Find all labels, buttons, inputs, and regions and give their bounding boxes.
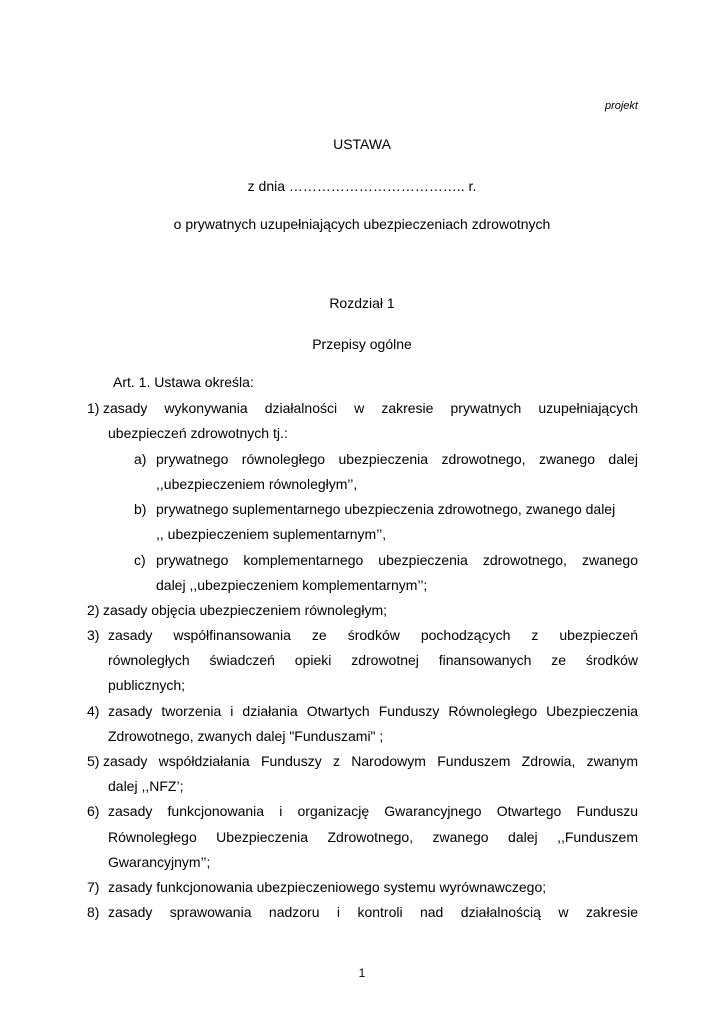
chapter-number: Rozdział 1 bbox=[329, 295, 395, 311]
subitem-letter: b) bbox=[134, 501, 147, 517]
subitem-letter: a) bbox=[134, 451, 147, 467]
item-text-line: zasady współdziałania Funduszy z Narodowym Funduszem Zdrowia, zwanym bbox=[103, 753, 638, 769]
item-number: 8) bbox=[87, 904, 100, 920]
item-text-line: publicznych; bbox=[108, 677, 186, 693]
subitem-text-line: prywatnego suplementarnego ubezpieczenia zdrowotnego, zwanego dalej bbox=[156, 501, 616, 517]
item-text-line: zasady wykonywania działalności w zakresie prywatnych uzupełniających bbox=[103, 400, 638, 416]
subitem-text-line: dalej ,,ubezpieczeniem komplementarnym’’; bbox=[156, 577, 428, 593]
item-text-line: równoległych świadczeń opieki zdrowotnej finansowanych ze środków bbox=[108, 652, 638, 668]
draft-label: projekt bbox=[604, 100, 638, 112]
subitem-text-line: ,,ubezpieczeniem równoległym’’, bbox=[156, 476, 358, 492]
item-number: 1) bbox=[87, 400, 100, 416]
date-line: z dnia ……………………………….. r. bbox=[247, 178, 477, 194]
item-number: 7) bbox=[87, 879, 100, 895]
item-number: 6) bbox=[87, 803, 100, 819]
item-text-line: Gwarancyjnym’’; bbox=[108, 854, 211, 870]
document-subject: o prywatnych uzupełniających ubezpieczeniach zdrowotnych bbox=[173, 216, 551, 232]
page-number: 1 bbox=[358, 966, 366, 980]
item-text-line: Równoległego Ubezpieczenia Zdrowotnego, zwanego dalej ,,Funduszem bbox=[108, 829, 638, 845]
item-text-line: ubezpieczeń zdrowotnych tj.: bbox=[108, 425, 288, 441]
subitem-text-line: prywatnego komplementarnego ubezpieczenia zdrowotnego, zwanego bbox=[156, 552, 638, 568]
item-number: 4) bbox=[87, 703, 100, 719]
item-text-line: Zdrowotnego, zwanych dalej "Funduszami" ; bbox=[108, 728, 384, 744]
item-text-line: zasady funkcjonowania i organizację Gwarancyjnego Otwartego Funduszu bbox=[108, 803, 638, 819]
subitem-text-line: ,, ubezpieczeniem suplementarnym’’, bbox=[156, 526, 387, 542]
article-intro: Art. 1. Ustawa określa: bbox=[113, 374, 254, 390]
item-number: 5) bbox=[87, 753, 100, 769]
item-text-line: zasady objęcia ubezpieczeniem równoległym; bbox=[103, 602, 388, 618]
item-text-line: zasady tworzenia i działania Otwartych Funduszy Równoległego Ubezpieczenia bbox=[108, 703, 638, 719]
subitem-text-line: prywatnego równoległego ubezpieczenia zdrowotnego, zwanego dalej bbox=[156, 451, 638, 467]
item-text-line: zasady funkcjonowania ubezpieczeniowego systemu wyrównawczego; bbox=[108, 879, 547, 895]
item-text-line: zasady sprawowania nadzoru i kontroli nad działalnością w zakresie bbox=[108, 904, 638, 920]
item-text-line: zasady współfinansowania ze środków pochodzących z ubezpieczeń bbox=[108, 627, 638, 643]
item-number: 2) bbox=[87, 602, 100, 618]
document-title: USTAWA bbox=[333, 136, 391, 152]
chapter-title: Przepisy ogólne bbox=[312, 336, 412, 352]
item-number: 3) bbox=[87, 627, 100, 643]
subitem-letter: c) bbox=[134, 552, 146, 568]
item-text-line: dalej ,,NFZ’; bbox=[108, 778, 184, 794]
